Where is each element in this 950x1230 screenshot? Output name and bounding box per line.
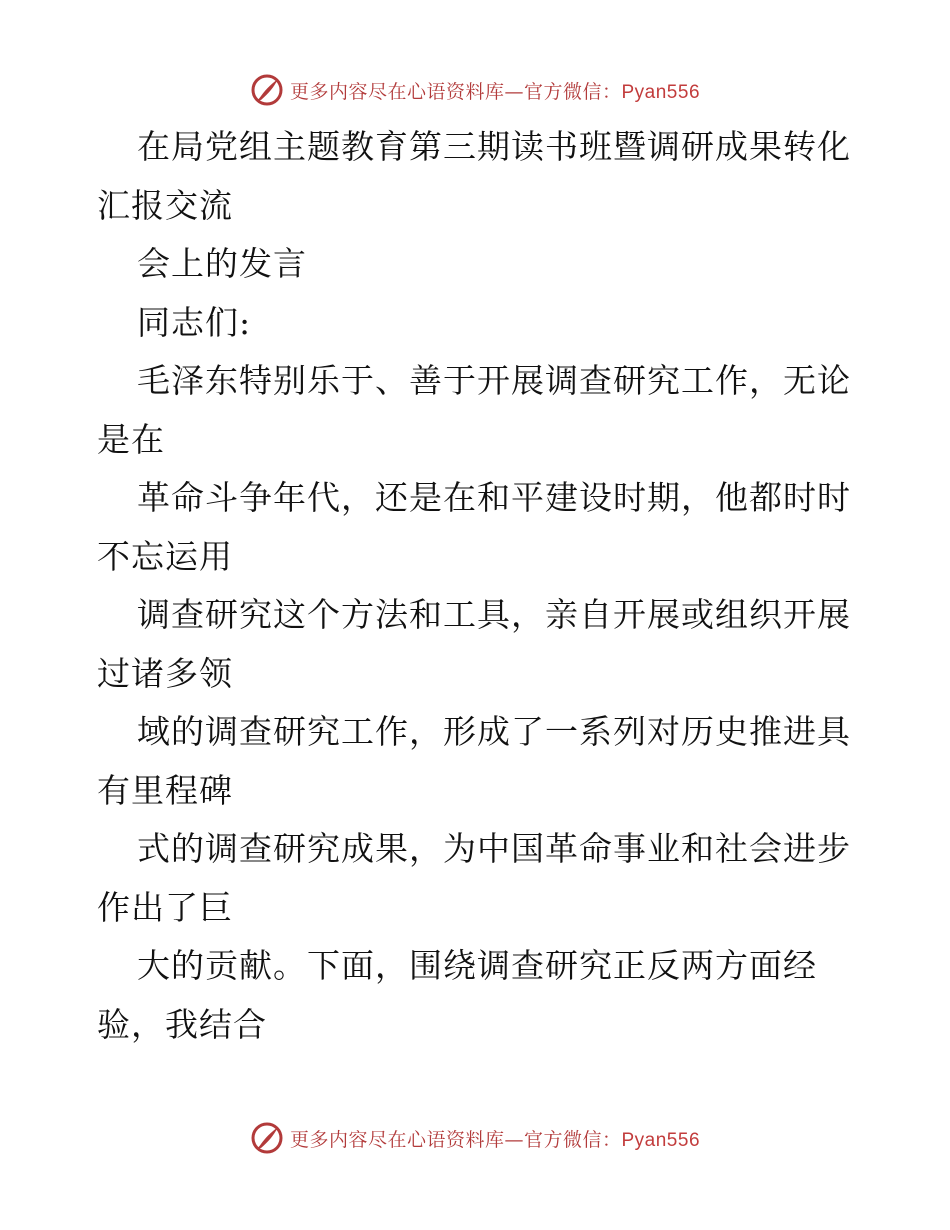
document-line: 会上的发言 xyxy=(137,244,307,283)
document-line: 作出了巨 xyxy=(97,887,233,927)
document-line: 验，我结合 xyxy=(97,1004,267,1044)
document-line: 同志们: xyxy=(137,302,252,342)
document-line: 是在 xyxy=(97,419,165,459)
document-line: 革命斗争年代，还是在和平建设时期，他都时时 xyxy=(137,478,851,517)
document-line: 毛泽东特别乐于、善于开展调查研究工作，无论 xyxy=(137,361,851,400)
document-line: 大的贡献。下面，围绕调查研究正反两方面经 xyxy=(137,946,817,985)
watermark-wechat-id: Pyan556 xyxy=(621,1129,701,1151)
watermark-wechat-label: 官方微信： xyxy=(523,1128,622,1151)
watermark-separator: — xyxy=(504,1128,524,1151)
document-line: 汇报交流 xyxy=(97,185,233,225)
watermark-separator: — xyxy=(504,80,524,103)
watermark-site-text: 更多内容尽在心语资料库 xyxy=(289,80,505,103)
document-line: 过诸多领 xyxy=(97,653,233,693)
document-line: 有里程碑 xyxy=(97,770,233,810)
header-watermark xyxy=(0,70,950,110)
document-line: 调查研究这个方法和工具，亲自开展或组织开展 xyxy=(137,595,851,634)
quill-pen-logo-icon xyxy=(250,73,284,107)
watermark-wechat-id: Pyan556 xyxy=(621,81,701,103)
document-body xyxy=(97,118,857,1054)
document-line: 域的调查研究工作，形成了一系列对历史推进具 xyxy=(137,712,851,751)
watermark-site-text: 更多内容尽在心语资料库 xyxy=(289,1128,505,1151)
watermark-wechat-label: 官方微信： xyxy=(523,80,622,103)
document-line: 式的调查研究成果，为中国革命事业和社会进步 xyxy=(137,829,851,868)
quill-pen-logo-icon xyxy=(250,1121,284,1155)
document-line: 不忘运用 xyxy=(97,536,233,576)
footer-watermark xyxy=(0,1118,950,1158)
watermark-text xyxy=(290,77,700,104)
watermark-text xyxy=(290,1125,700,1152)
document-line: 在局党组主题教育第三期读书班暨调研成果转化 xyxy=(137,127,851,166)
